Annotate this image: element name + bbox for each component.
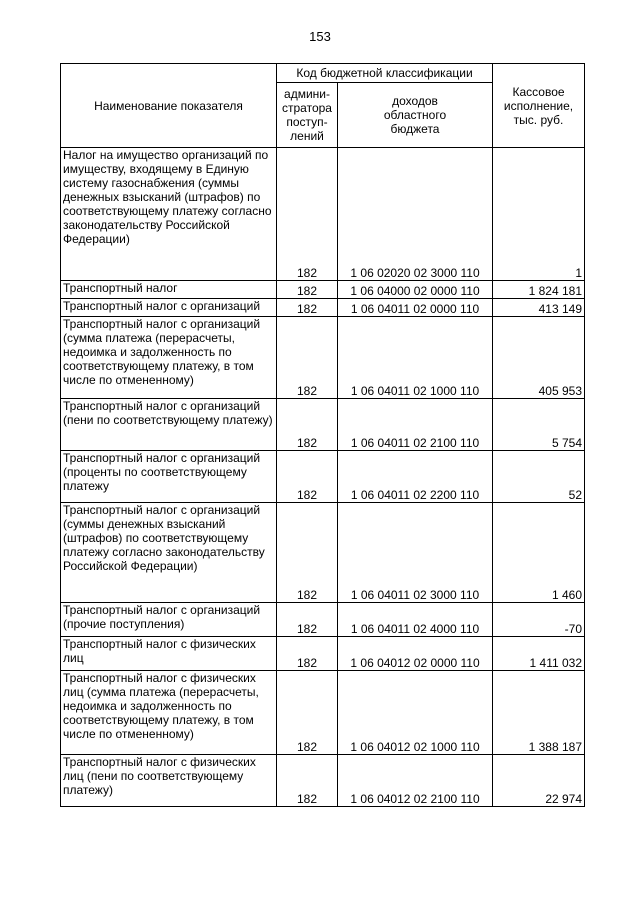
row-admin-code: 182	[277, 281, 338, 299]
header-administrator: админи- стратора поступ- лений	[277, 83, 338, 148]
row-income-code: 1 06 04012 02 1000 110	[338, 671, 493, 755]
row-amount: 405 953	[493, 317, 585, 399]
table-row	[61, 603, 585, 637]
row-income-code: 1 06 02020 02 3000 110	[338, 148, 493, 281]
row-name: Транспортный налог с физических лиц (сумма платежа (перерасчеты, недоимка и задолженность по соответствующему платежу, в том числе по отмененному)	[61, 671, 277, 755]
table-row	[61, 503, 585, 603]
row-amount: 52	[493, 451, 585, 503]
row-amount: 22 974	[493, 755, 585, 807]
row-name: Транспортный налог с организаций (суммы денежных взысканий (штрафов) по соответствующему платежу согласно законодательству Российской Федерации)	[61, 503, 277, 603]
table-row	[61, 317, 585, 399]
row-amount: 1 411 032	[493, 637, 585, 671]
table-row	[61, 755, 585, 807]
row-name: Налог на имущество организаций по имуществу, входящему в Единую систему газоснабжения (суммы денежных взысканий (штрафов) по соответствующему платежу согласно законодательству Российской Федерации)	[61, 148, 277, 281]
budget-table	[60, 63, 585, 807]
row-admin-code: 182	[277, 299, 338, 317]
row-name: Транспортный налог с организаций (прочие поступления)	[61, 603, 277, 637]
row-amount: 1 824 181	[493, 281, 585, 299]
row-income-code: 1 06 04012 02 2100 110	[338, 755, 493, 807]
row-admin-code: 182	[277, 603, 338, 637]
row-name: Транспортный налог с организаций (проценты по соответствующему платежу	[61, 451, 277, 503]
row-name: Транспортный налог с организаций (пени по соответствующему платежу)	[61, 399, 277, 451]
header-regional-income: доходов областного бюджета	[338, 83, 493, 148]
table-row	[61, 451, 585, 503]
row-admin-code: 182	[277, 451, 338, 503]
row-admin-code: 182	[277, 503, 338, 603]
row-name: Транспортный налог с физических лиц	[61, 637, 277, 671]
table-row	[61, 148, 585, 281]
row-income-code: 1 06 04000 02 0000 110	[338, 281, 493, 299]
header-budget-code-group: Код бюджетной классификации	[277, 64, 493, 83]
row-income-code: 1 06 04011 02 2200 110	[338, 451, 493, 503]
row-admin-code: 182	[277, 317, 338, 399]
row-admin-code: 182	[277, 399, 338, 451]
header-cash-execution: Кассовое исполнение, тыс. руб.	[493, 64, 585, 148]
table-row	[61, 281, 585, 299]
row-admin-code: 182	[277, 148, 338, 281]
table-row	[61, 671, 585, 755]
row-admin-code: 182	[277, 671, 338, 755]
page-number: 153	[309, 29, 331, 44]
row-income-code: 1 06 04011 02 1000 110	[338, 317, 493, 399]
row-amount: -70	[493, 603, 585, 637]
row-amount: 5 754	[493, 399, 585, 451]
row-amount: 413 149	[493, 299, 585, 317]
row-name: Транспортный налог	[61, 281, 277, 299]
row-income-code: 1 06 04011 02 2100 110	[338, 399, 493, 451]
row-income-code: 1 06 04011 02 3000 110	[338, 503, 493, 603]
row-admin-code: 182	[277, 755, 338, 807]
row-income-code: 1 06 04011 02 4000 110	[338, 603, 493, 637]
row-amount: 1 460	[493, 503, 585, 603]
row-admin-code: 182	[277, 637, 338, 671]
row-name: Транспортный налог с организаций (сумма платежа (перерасчеты, недоимка и задолженность по соответствующему платежу, в том числе по отмененному)	[61, 317, 277, 399]
table-row	[61, 399, 585, 451]
table-row	[61, 299, 585, 317]
row-name: Транспортный налог с физических лиц (пени по соответствующему платежу)	[61, 755, 277, 807]
header-indicator-name: Наименование показателя	[61, 64, 277, 148]
row-amount: 1 388 187	[493, 671, 585, 755]
table-row	[61, 637, 585, 671]
row-amount: 1	[493, 148, 585, 281]
table-body	[61, 148, 585, 807]
row-name: Транспортный налог с организаций	[61, 299, 277, 317]
row-income-code: 1 06 04011 02 0000 110	[338, 299, 493, 317]
row-income-code: 1 06 04012 02 0000 110	[338, 637, 493, 671]
